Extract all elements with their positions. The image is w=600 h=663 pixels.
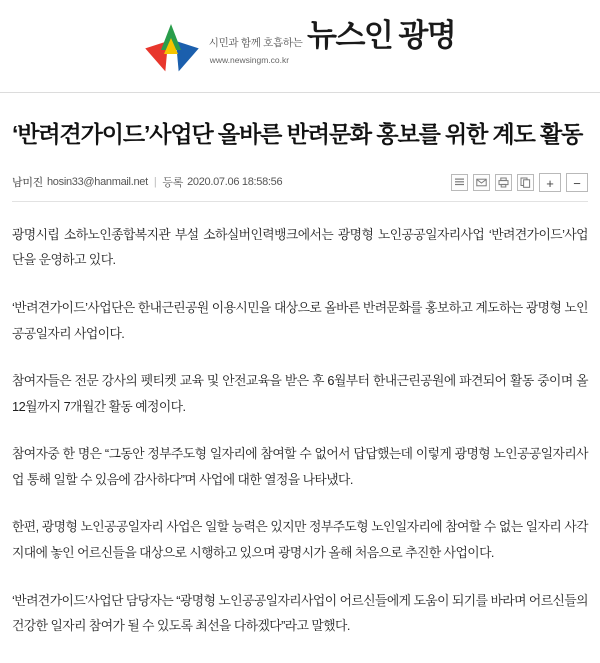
article-body [12, 202, 588, 649]
article-tools [451, 173, 588, 192]
copy-icon[interactable] [517, 174, 534, 191]
logo-tagline: 시민과 함께 호흡하는 [208, 37, 303, 49]
site-logo-link[interactable] [145, 18, 456, 78]
article-container [0, 119, 600, 649]
publish-date-value: 2020.07.06 18:58:56 [187, 176, 283, 189]
article-paragraph: 참여자중 한 명은 “그동안 정부주도형 일자리에 참여할 수 없어서 답답했는데 이렇게 광명형 노인공공일자리사업 통해 일할 수 있음에 감사하다”며 사업에 대한 열정을 나타냈다. [12, 446, 588, 487]
author-name: 남미진 [12, 177, 43, 190]
mail-icon[interactable] [473, 174, 490, 191]
font-decrease-button[interactable]: − [566, 173, 588, 192]
byline-bar [12, 173, 588, 202]
logo-title [307, 18, 455, 53]
byline-separator: | [153, 176, 157, 189]
logo-site-url: www.newsingm.co.kr [209, 54, 290, 65]
print-icon[interactable] [495, 174, 512, 191]
logo-title-city: 광명 [398, 18, 456, 53]
masthead-divider [0, 92, 600, 93]
article-paragraph: ‘반려견가이드’사업단 담당자는 “광명형 노인공공일자리사업이 어르신들에게 도움이 되기를 바라며 어르신들의 건강한 일자리 참여가 될 수 있도록 최선을 다하겠다”라고 말했다. [12, 592, 588, 634]
font-increase-button[interactable]: + [539, 173, 561, 192]
logo-text-block [207, 18, 456, 65]
logo-title-main: 뉴스인 [307, 18, 393, 53]
publish-date-label: 등록 [162, 177, 184, 190]
byline-info [12, 174, 282, 190]
page-title: ‘반려견가이드’사업단 올바른 반려문화 홍보를 위한 계도 활동 [12, 121, 583, 147]
article-paragraph: 참여자들은 전문 강사의 펫티켓 교육 및 안전교육을 받은 후 6월부터 한내근린공원에 파견되어 활동 중이며 올 12월까지 7개월간 활동 예정이다. [12, 373, 588, 414]
list-icon[interactable] [451, 174, 468, 191]
site-masthead [0, 0, 600, 92]
article-paragraph: ‘반려견가이드’사업단은 한내근린공원 이용시민을 대상으로 올바른 반려문화를 홍보하고 계도하는 광명형 노인공공일자리 사업이다. [12, 299, 588, 341]
four-petal-logo-icon [145, 24, 199, 78]
article-paragraph: 광명시립 소하노인종합복지관 부설 소하실버인력뱅크에서는 광명형 노인공공일자리사업 ‘반려견가이드’사업단을 운영하고 있다. [12, 226, 588, 268]
logo-petal-yellow [164, 38, 178, 54]
article-paragraph: 한편, 광명형 노인공공일자리 사업은 일할 능력은 있지만 정부주도형 노인일자리에 참여할 수 없는 일자리 사각지대에 놓인 어르신들을 대상으로 시행하고 있으며 광명시가 올해 처음으로 추진한 사업이다. [12, 519, 588, 561]
author-email[interactable]: hosin33@hanmail.net [46, 176, 148, 189]
